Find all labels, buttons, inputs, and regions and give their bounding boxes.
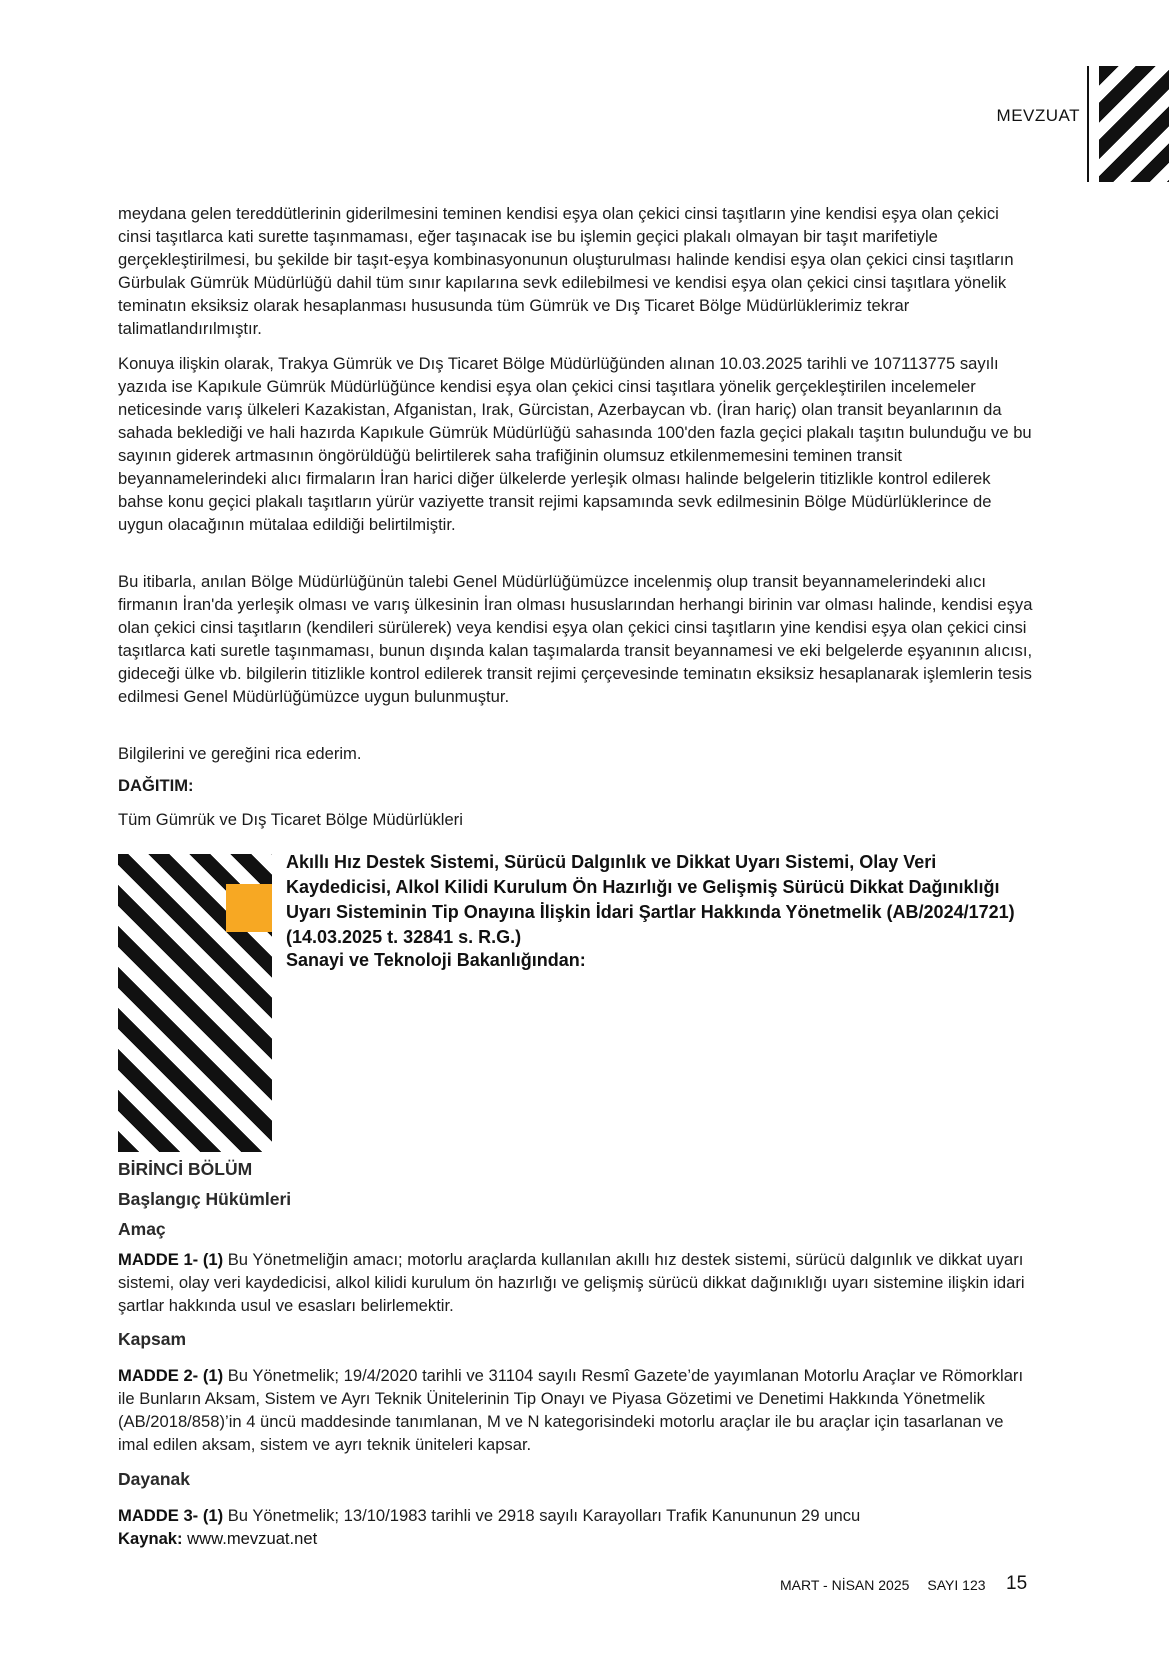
source-label: Kaynak: <box>118 1529 183 1548</box>
paragraph: Konuya ilişkin olarak, Trakya Gümrük ve Dış Ticaret Bölge Müdürlüğünden alınan 10.03.2025 tarihli ve 107113775 sayılı yazıda ise Kapıkule Gümrük Müdürlüğünce kendisi eşya olan çekici cinsi taşıtlara yönelik gerçekleştirilen incelemeler neticesinde varış ülkeleri Kazakistan, Afganistan, Irak, Gürcistan, Azerbaycan vb. (İran hariç) olan transit beyanlarının da sahada beklediği ve hali hazırda Kapıkule Gümrük Müdürlüğü sahasında 100'den fazla geçici plakalı taşıtın bulunduğu ve bu sayının giderek artmasının öngörüldüğü belirtilerek saha trafiğinin olumsuz etkilenmemesini teminen transit beyannamelerindeki alıcı firmaların İran harici diğer ülkelerde yerleşik olması halinde belgelerin titizlikle kontrol edilerek bahse konu geçici plakalı taşıtların yürür vaziyette transit rejimi kapsamında sevk edilmesinin Bölge Müdürlüklerince de uygun olacağının mütalaa edildiği belirtilmiştir. <box>118 354 1032 534</box>
orange-accent-square <box>226 884 272 932</box>
distribution-list: Tüm Gümrük ve Dış Ticaret Bölge Müdürlükleri <box>118 810 463 829</box>
article-label: MADDE 3- (1) <box>118 1506 224 1525</box>
source-line <box>118 1529 317 1549</box>
article-text: Bu Yönetmeliğin amacı; motorlu araçlarda kullanılan akıllı hız destek sistemi, sürücü dalgınlık ve dikkat uyarı sistemi, olay veri kaydedicisi, alkol kilidi kurulum ön hazırlığı ve gelişmiş sürücü dikkat dağınıklığı uyarı sistemine ilişkin idari şartlar hakkında usul ve esasları belirlemektir. <box>118 1250 1025 1315</box>
issue-number: SAYI 123 <box>927 1577 986 1593</box>
article-label: MADDE 2- (1) <box>118 1366 224 1385</box>
article-2 <box>118 1364 1036 1456</box>
basis-heading: Dayanak <box>118 1469 190 1489</box>
article-text: Bu Yönetmelik; 19/4/2020 tarihli ve 31104 sayılı Resmî Gazete’de yayımlanan Motorlu Araçlar ve Römorkları ile Bunların Aksam, Sistem ve Ayrı Teknik Ünitelerinin Tip Onayı ve Piyasa Gözetimi ve Denetimi Hakkında Yönetmelik (AB/2018/858)’in 4 üncü maddesinde tanımlanan, M ve N kategorisindeki motorlu araçlar ile bu araçlar için tasarlanan ve imal edilen aksam, sistem ve ayrı teknik üniteleri kapsar. <box>118 1366 1024 1454</box>
section-label: MEVZUAT <box>996 106 1080 125</box>
scope-heading: Kapsam <box>118 1329 187 1349</box>
regulation-title: Akıllı Hız Destek Sistemi, Sürücü Dalgınlık ve Dikkat Uyarı Sistemi, Olay Veri Kaydedicisi, Alkol Kilidi Kurulum Ön Hazırlığı ve Gelişmiş Sürücü Dikkat Dağınıklığı Uyarı Sisteminin Tip Onayına İlişkin İdari Şartlar Hakkında Yönetmelik (AB/2024/1721) (14.03.2025 t. 32841 s. R.G.) <box>286 852 1015 947</box>
chapter-heading: Başlangıç Hükümleri <box>118 1189 292 1209</box>
purpose-heading: Amaç <box>118 1219 166 1239</box>
article-label: MADDE 1- (1) <box>118 1250 224 1269</box>
header-divider <box>1087 66 1089 182</box>
footer <box>780 1577 1030 1593</box>
header-stripe-graphic <box>1099 66 1169 182</box>
article-3 <box>118 1504 1036 1527</box>
issue-date: MART - NİSAN 2025 <box>780 1577 910 1593</box>
paragraph: Bu itibarla, anılan Bölge Müdürlüğünün talebi Genel Müdürlüğümüzce incelenmiş olup transit beyannamelerindeki alıcı firmanın İran'da yerleşik olması ve varış ülkesinin İran olması hususlarından herhangi birinin var olması halinde, kendisi eşya olan çekici cinsi taşıtların (kendileri sürülerek) veya kendisi eşya olan çekici cinsi taşıtların yine kendisi eşya olan çekici cinsi taşıtlarca kati suretle taşınmaması, bunun dışında kalan taşımalarda transit beyannamesi ve eki belgelerde eşyanının alıcısı, gideceği ülke vb. bilgilerin titizlikle kontrol edilerek transit rejimi çerçevesinde teminatın eksiksiz hesaplanarak işlemlerin tesis edilmesi Genel Müdürlüğümüzce uygun bulunmuştur. <box>118 572 1033 706</box>
part-heading: BİRİNCİ BÖLÜM <box>118 1159 253 1179</box>
paragraph: meydana gelen tereddütlerinin giderilmesini teminen kendisi eşya olan çekici cinsi taşıtların yine kendisi eşya olan çekici cinsi taşıtlarca kati surette taşınmaması, eğer taşınacak ise bu işlemin geçici plakalı olmayan bir taşıt marifetiyle gerçekleştirilmesi, bu şekilde bir taşıt-eşya kombinasyonunun oluşturulması halinde kendisi eşya olan çekici cinsi taşıtların Gürbulak Gümrük Müdürlüğü dahil tüm sınır kapılarına sevk edilebilmesi ve kendisi eşya olan çekici cinsi taşıtlara yönelik teminatın eksiksiz olarak hesaplanması hususunda tüm Gümrük ve Dış Ticaret Bölge Müdürlüklerimiz tekrar talimatlandırılmıştır. <box>118 204 1014 338</box>
distribution-heading: DAĞITIM: <box>118 776 194 795</box>
article-text: Bu Yönetmelik; 13/10/1983 tarihli ve 2918 sayılı Karayolları Trafik Kanununun 29 uncu <box>223 1506 861 1525</box>
page-number: 15 <box>1006 1573 1028 1594</box>
article-1 <box>118 1248 1036 1317</box>
source-url[interactable]: www.mevzuat.net <box>182 1529 318 1548</box>
paragraph-closing: Bilgilerini ve gereğini rica ederim. <box>118 744 362 763</box>
regulation-ministry: Sanayi ve Teknoloji Bakanlığından: <box>286 950 586 970</box>
